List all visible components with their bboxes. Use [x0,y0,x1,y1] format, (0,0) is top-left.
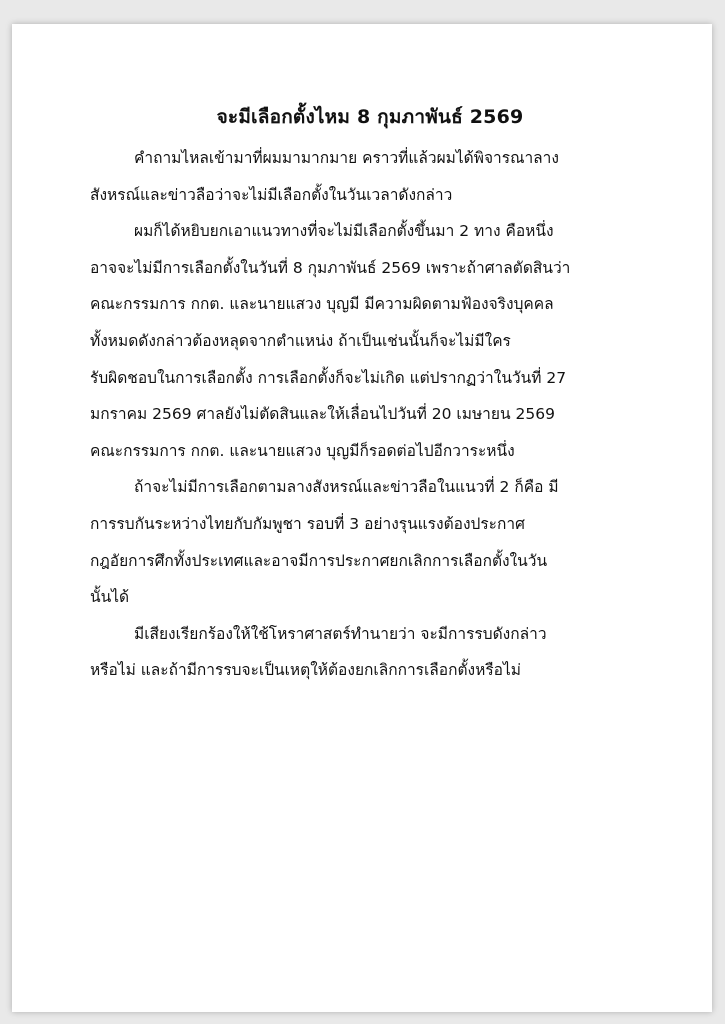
paragraph-line: คณะกรรมการ กกต. และนายแสวง บุญมี มีความผิดตามฟ้องจริงบุคคล [90,295,554,314]
document-page [12,24,712,1012]
paragraph-line: สังหรณ์และข่าวลือว่าจะไม่มีเลือกตั้งในวันเวลาดังกล่าว [90,185,453,204]
paragraph-line: กฎอัยการศึกทั้งประเทศและอาจมีการประกาศยกเลิกการเลือกตั้งในวัน [90,551,548,570]
paragraph-line: คำถามไหลเข้ามาที่ผมมามากมาย คราวที่แล้วผมได้พิจารณาลาง [134,149,559,167]
paragraph-line: หรือไม่ และถ้ามีการรบจะเป็นเหตุให้ต้องยกเลิกการเลือกตั้งหรือไม่ [90,661,521,680]
paragraph-line: มีเสียงเรียกร้องให้ใช้โหราศาสตร์ทำนายว่า จะมีการรบดังกล่าว [134,624,547,643]
document-content [90,98,650,689]
paragraph-3 [90,469,650,615]
paragraph-1 [90,140,650,213]
paragraph-line: การรบกันระหว่างไทยกับกัมพูชา รอบที่ 3 อย่างรุนแรงต้องประกาศ [90,514,525,533]
paragraph-line: นั้นได้ [90,588,130,607]
paragraph-line: ทั้งหมดดังกล่าวต้องหลุดจากตำแหน่ง ถ้าเป็นเช่นนั้นก็จะไม่มีใคร [90,331,511,350]
paragraph-line: รับผิดชอบในการเลือกตั้ง การเลือกตั้งก็จะไม่เกิด แต่ปรากฏว่าในวันที่ 27 [90,368,567,387]
paragraph-line: อาจจะไม่มีการเลือกตั้งในวันที่ 8 กุมภาพันธ์ 2569 เพราะถ้าศาลตัดสินว่า [90,258,571,277]
paragraph-2 [90,213,650,469]
document-title: จะมีเลือกตั้งไหม 8 กุมภาพันธ์ 2569 [216,106,524,128]
paragraph-line: ถ้าจะไม่มีการเลือกตามลางสังหรณ์และข่าวลือในแนวที่ 2 ก็คือ มี [134,478,559,497]
paragraph-line: มกราคม 2569 ศาลยังไม่ตัดสินและให้เลื่อนไปวันที่ 20 เมษายน 2569 [90,405,555,424]
paragraph-line: คณะกรรมการ กกต. และนายแสวง บุญมีก็รอดต่อไปอีกวาระหนึ่ง [90,441,515,460]
paragraph-4 [90,616,650,689]
paragraph-line: ผมก็ได้หยิบยกเอาแนวทางที่จะไม่มีเลือกตั้งขึ้นมา 2 ทาง คือหนึ่ง [134,222,554,241]
